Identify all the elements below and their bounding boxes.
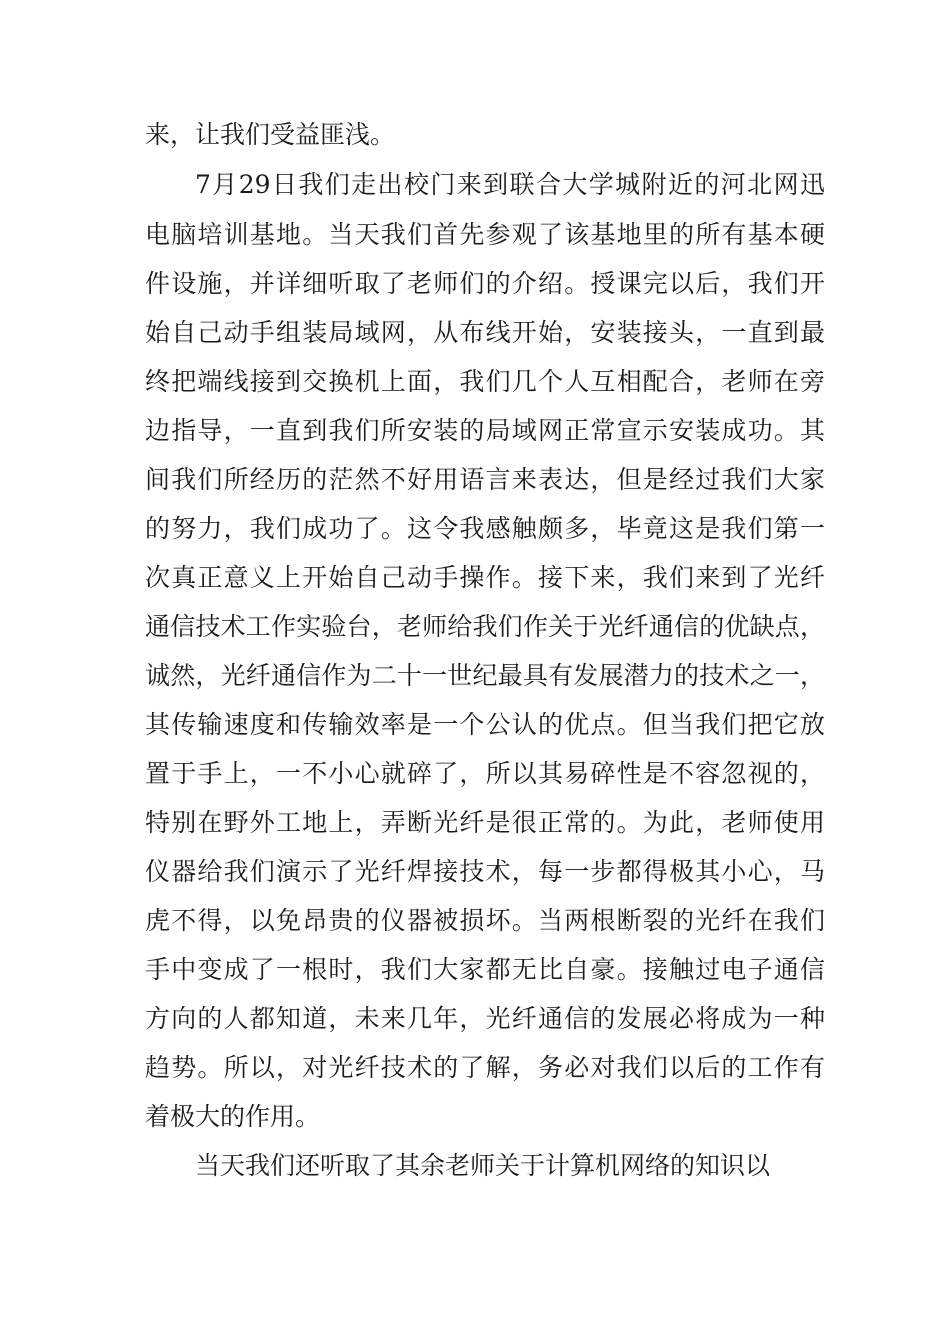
text-line: 7月29日我们走出校门来到联合大学城附近的河北网迅 bbox=[195, 170, 825, 199]
text-line: 方向的人都知道，未来几年，光纤通信的发展必将成为一种 bbox=[145, 1004, 825, 1033]
text-line: 来，让我们受益匪浅。 bbox=[145, 120, 396, 149]
text-line: 次真正意义上开始自己动手操作。接下来，我们来到了光纤 bbox=[145, 563, 825, 592]
text-line: 其传输速度和传输效率是一个公认的优点。但当我们把它放 bbox=[145, 710, 825, 739]
text-line: 着极大的作用。 bbox=[145, 1102, 321, 1131]
text-line: 虎不得，以免昂贵的仪器被损坏。当两根断裂的光纤在我们 bbox=[145, 906, 825, 935]
text-line: 趋势。所以，对光纤技术的了解，务必对我们以后的工作有 bbox=[145, 1053, 825, 1082]
text-line: 始自己动手组装局域网，从布线开始，安装接头，一直到最 bbox=[145, 318, 825, 347]
text-line: 通信技术工作实验台，老师给我们作关于光纤通信的优缺点， bbox=[145, 612, 825, 641]
text-line: 置于手上，一不小心就碎了，所以其易碎性是不容忽视的， bbox=[145, 759, 825, 788]
text-line: 手中变成了一根时，我们大家都无比自豪。接触过电子通信 bbox=[145, 955, 825, 984]
text-line: 边指导，一直到我们所安装的局域网正常宣示安装成功。其 bbox=[145, 416, 825, 445]
text-line: 终把端线接到交换机上面，我们几个人互相配合，老师在旁 bbox=[145, 367, 825, 396]
text-line: 特别在野外工地上，弄断光纤是很正常的。为此，老师使用 bbox=[145, 808, 825, 837]
text-line: 电脑培训基地。当天我们首先参观了该基地里的所有基本硬 bbox=[145, 220, 825, 249]
text-line: 件设施，并详细听取了老师们的介绍。授课完以后，我们开 bbox=[145, 269, 825, 298]
text-line: 的努力，我们成功了。这令我感触颇多，毕竟这是我们第一 bbox=[145, 514, 825, 543]
text-line: 诚然，光纤通信作为二十一世纪最具有发展潜力的技术之一， bbox=[145, 661, 825, 690]
text-line: 仪器给我们演示了光纤焊接技术，每一步都得极其小心，马 bbox=[145, 857, 825, 886]
text-line: 间我们所经历的茫然不好用语言来表达，但是经过我们大家 bbox=[145, 465, 825, 494]
text-line: 当天我们还听取了其余老师关于计算机网络的知识以 bbox=[195, 1151, 771, 1180]
